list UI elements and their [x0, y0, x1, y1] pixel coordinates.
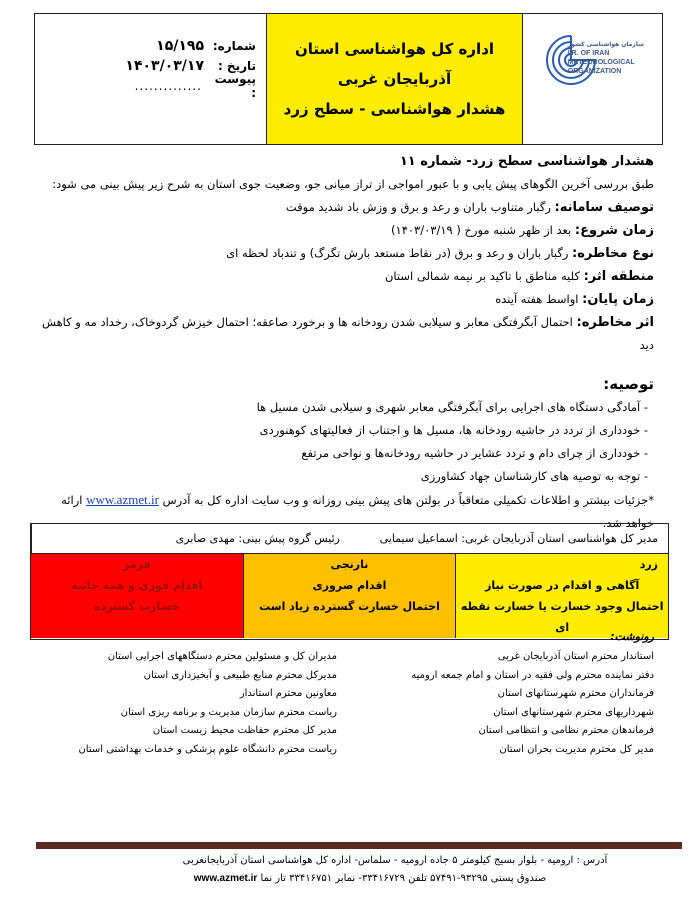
- footer-divider: [36, 842, 682, 849]
- hazard-row: [34, 242, 654, 265]
- list-item: معاونین محترم استاندار: [239, 688, 337, 699]
- list-item: مدیر کل محترم مدیریت بحران استان: [499, 743, 654, 755]
- footer-contacts: صندوق پستی ۹۳۲۹۵-۵۷۴۹۱ تلفن ۳۳۴۱۶۷۲۹- نمابر ۳۳۴۱۶۷۵۱ تار نما: [260, 873, 547, 884]
- level-impact: احتمال خسارت گسترده زیاد است: [259, 600, 440, 613]
- level-orange: [244, 554, 457, 638]
- level-name: نارنجی: [330, 558, 369, 571]
- attachment-value: ..............: [134, 79, 202, 93]
- list-item: ریاست محترم دانشگاه علوم پزشکی و خدمات بهداشتی استان: [78, 743, 337, 755]
- cc-columns: [74, 648, 654, 759]
- list-item: شهرداریهای محترم شهرستانهای استان: [493, 706, 654, 718]
- start-label: زمان شروع:: [574, 223, 654, 238]
- system-text: رگبار متناوب باران و رعد و برق و وزش باد شدید موقت: [285, 200, 551, 214]
- footer-contacts-row: [90, 870, 650, 888]
- footer: [90, 852, 650, 888]
- date-label: تاریخ :: [217, 59, 256, 73]
- level-yellow: [456, 554, 668, 638]
- level-impact: احتمال وجود خسارت یا خسارت نقطه ای: [460, 600, 664, 634]
- date-value: ۱۴۰۳/۰۳/۱۷: [125, 58, 204, 74]
- end-row: [34, 288, 654, 311]
- level-action: اقدام ضروری: [312, 579, 387, 592]
- system-label: توصیف سامانه:: [554, 200, 654, 215]
- list-item: فرمانداران محترم شهرستانهای استان: [497, 688, 654, 699]
- forecast-head-signature: رئیس گروه پیش بینی: مهدی صابری: [31, 524, 350, 553]
- level-red: [31, 554, 244, 638]
- director-signature: مدیر کل هواشناسی استان آذربایجان غربی: اسماعیل سیمایی: [379, 532, 658, 545]
- footer-address: آدرس : ارومیه - بلوار بسیج کیلومتر ۵ جاده ارومیه - سلماس- اداره کل هواشناسی استان آذربایجانغربی: [182, 855, 608, 866]
- levels-row: [31, 554, 668, 638]
- level-action: اقدام فوری و همه جانبه: [71, 579, 203, 592]
- impact-label: اثر مخاطره:: [576, 315, 654, 330]
- level-action: آگاهی و اقدام در صورت نیاز: [485, 579, 640, 592]
- cc-recipients: [74, 630, 654, 759]
- signatures-row: [31, 524, 668, 554]
- attachment-row: [35, 72, 256, 100]
- warning-levels-table: [30, 523, 669, 640]
- end-label: زمان پایان:: [582, 292, 654, 307]
- list-item: مدیران کل و مسئولین محترم دستگاههای اجرایی استان: [107, 651, 337, 662]
- advice-title: توصیه:: [603, 375, 654, 393]
- advice-item: - خودداری از تردد در حاشیه رودخانه ها، مسیل ها و اجتناب از فعالیتهای کوهنوردی: [259, 423, 648, 437]
- cc-title: رونوشت:: [610, 630, 654, 643]
- more-info-after: ارائه خواهد شد.: [61, 493, 654, 530]
- cc-column-2: [74, 648, 391, 759]
- number-value: ۱۵/۱۹۵: [156, 38, 204, 54]
- list-item: فرماندهان محترم نظامی و انتظامی استان: [478, 725, 654, 736]
- letter-meta: [35, 14, 266, 144]
- letterhead-title-box: [266, 14, 522, 144]
- hazard-label: نوع مخاطره:: [572, 246, 654, 261]
- advice-item: - توجه به توصیه های کارشناسان جهاد کشاورزی: [420, 469, 648, 483]
- list-item: ریاست محترم سازمان مدیریت و برنامه ریزی استان: [120, 706, 337, 718]
- letterhead: [34, 13, 663, 145]
- number-label: شماره:: [212, 39, 256, 53]
- end-text: اواسط هفته آینده: [495, 292, 579, 306]
- region-text: کلیه مناطق با تاکید بر نیمه شمالی استان: [384, 269, 580, 283]
- website-link[interactable]: www.azmet.ir: [86, 492, 159, 507]
- logo-line2: METEOROLOGICAL: [567, 59, 635, 66]
- warning-title: هشدار هواشناسی سطح زرد- شماره ۱۱: [399, 154, 654, 169]
- list-item: مدیرکل محترم منابع طبیعی و آبخیزداری استان: [143, 669, 337, 681]
- number-row: [35, 36, 256, 56]
- more-info-before: *جزئیات بیشتر و اطلاعات تکمیلی متعاقباً در بولتن های پیش بینی روزانه و وب سایت اداره کل به آدرس: [162, 493, 654, 507]
- impact-text: احتمال آبگرفتگی معابر و سیلابی شدن رودخانه ها و برخورد صاعقه؛ احتمال خیزش گردوخاک، رخداد مه و کاهش دید: [41, 315, 654, 352]
- logo-block: [522, 14, 662, 144]
- logo-line3: ORGANIZATION: [567, 68, 622, 75]
- footer-website-link[interactable]: www.azmet.ir: [193, 873, 258, 884]
- logo-caption: سازمان هواشناسی کشور I.R. OF IRAN METEOROLOGICAL ORGANIZATION: [567, 41, 644, 75]
- system-row: [34, 196, 654, 219]
- level-name: زرد: [639, 558, 658, 571]
- list-item: مدیر کل محترم حفاظت محیط زیست استان: [152, 725, 337, 736]
- cc-column-1: [391, 648, 654, 759]
- attachment-label: پیوست :: [214, 72, 256, 100]
- list-item: دفتر نماینده محترم ولی فقیه در استان و امام جمعه ارومیه: [411, 669, 654, 681]
- org-title: اداره کل هواشناسی استان آذربایجان غربی: [294, 40, 495, 88]
- advice-item: - خودداری از چرای دام و تردد عشایر در حاشیه رودخانه‌ها و نواحی مرتفع: [301, 446, 648, 460]
- level-name: قرمز: [122, 558, 151, 571]
- list-item: استاندار محترم استان آذربایجان غربی: [497, 651, 654, 662]
- start-row: [34, 219, 654, 242]
- start-text: بعد از ظهر شنبه مورخ ( ۱۴۰۳/۰۳/۱۹): [391, 223, 572, 237]
- warning-body: [34, 150, 654, 535]
- warning-level-title: هشدار هواشناسی - سطح زرد: [283, 100, 506, 118]
- region-row: [34, 265, 654, 288]
- region-label: منطقه اثر:: [583, 269, 654, 284]
- advice-item: - آمادگی دستگاه های اجرایی برای آبگرفتگی معابر شهری و سیلابی شدن مسیل ها: [256, 400, 648, 414]
- warning-intro: طبق بررسی آخرین الگوهای پیش یابی و با عبور امواجی از تراز میانی جو، وضعیت جوی استان به شرح زیر پیش بینی می شود:: [52, 177, 654, 191]
- impact-row: [34, 311, 654, 357]
- logo-line1: I.R. OF IRAN: [567, 50, 610, 57]
- hazard-text: رگبار باران و رعد و برق (در نقاط مستعد بارش تگرگ) و تندباد لحظه ای: [226, 246, 569, 260]
- level-impact: خسارت گسترده: [94, 600, 180, 613]
